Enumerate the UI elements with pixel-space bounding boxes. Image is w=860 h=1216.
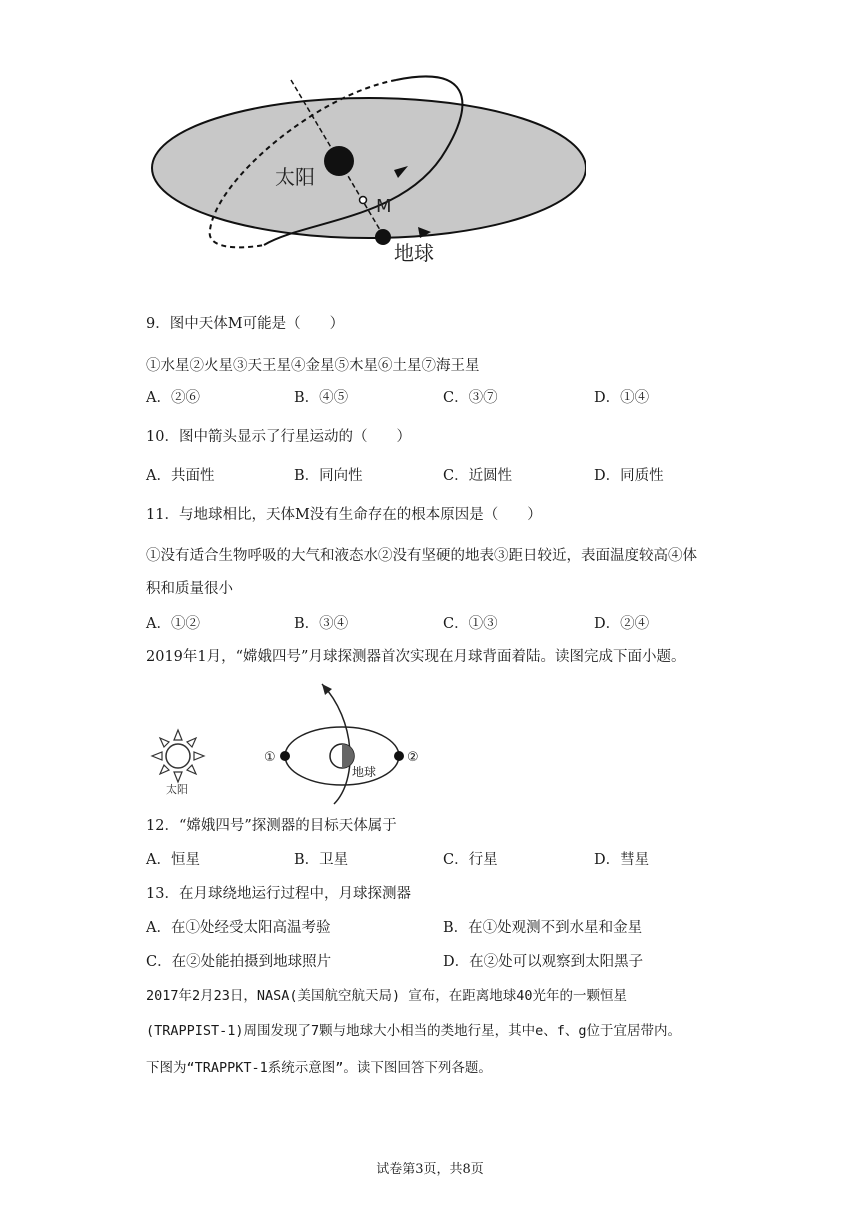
q11-option-a[interactable]: A．①② bbox=[146, 616, 200, 632]
q11-option-d[interactable]: D．②④ bbox=[594, 616, 650, 632]
q13-option-d[interactable]: D．在②处可以观察到太阳黑子 bbox=[443, 954, 644, 970]
q13-option-a[interactable]: A．在①处经受太阳高温考验 bbox=[146, 920, 331, 936]
q10-stem: 10．图中箭头显示了行星运动的（ ） bbox=[146, 429, 411, 445]
q12-stem: 12．“嫦娥四号”探测器的目标天体属于 bbox=[146, 818, 397, 834]
q9-option-d[interactable]: D．①④ bbox=[594, 390, 650, 406]
intro-change4: 2019年1月，“嫦娥四号”月球探测器首次实现在月球背面着陆。读图完成下面小题。 bbox=[146, 649, 686, 665]
q13-option-c[interactable]: C．在②处能拍摄到地球照片 bbox=[146, 954, 332, 970]
intro-trappist-line2: (TRAPPIST-1)周围发现了7颗与地球大小相当的类地行星，其中e、f、g位于宜居带内。 bbox=[146, 1023, 682, 1039]
q9-option-a[interactable]: A．②⑥ bbox=[146, 390, 200, 406]
intro-trappist-line1: 2017年2月23日，NASA(美国航空航天局) 宣布，在距离地球40光年的一颗恒星 bbox=[146, 988, 628, 1004]
q12-option-c[interactable]: C．行星 bbox=[443, 852, 498, 868]
q9-option-c[interactable]: C．③⑦ bbox=[443, 390, 498, 406]
q13-stem: 13．在月球绕地运行过程中，月球探测器 bbox=[146, 886, 411, 902]
moon-position-2 bbox=[394, 751, 404, 761]
q12-option-b[interactable]: B．卫星 bbox=[294, 852, 349, 868]
sun-label: 太阳 bbox=[275, 165, 315, 189]
sun-icon bbox=[152, 730, 204, 782]
intro-trappist-line3: 下图为“TRAPPKT-1系统示意图”。读下图回答下列各题。 bbox=[146, 1060, 492, 1076]
q11-stem: 11．与地球相比，天体M没有生命存在的根本原因是（ ） bbox=[146, 507, 542, 523]
q10-option-d[interactable]: D．同质性 bbox=[594, 468, 664, 484]
q11-list-line1: ①没有适合生物呼吸的大气和液态水②没有坚硬的地表③距日较近，表面温度较高④体 bbox=[146, 548, 697, 564]
planet-m-label: M bbox=[376, 196, 392, 217]
earth-dot bbox=[375, 229, 391, 245]
q12-option-d[interactable]: D．彗星 bbox=[594, 852, 650, 868]
q11-option-c[interactable]: C．①③ bbox=[443, 616, 498, 632]
position-2-label: ② bbox=[407, 750, 419, 765]
q13-option-b[interactable]: B．在①处观测不到水星和金星 bbox=[443, 920, 643, 936]
planet-m-dot bbox=[360, 197, 367, 204]
figure-solar-orbits bbox=[146, 70, 586, 270]
earth-label: 地球 bbox=[394, 241, 434, 265]
q9-stem: 9．图中天体M可能是（ ） bbox=[146, 316, 345, 332]
q9-list: ①水星②火星③天王星④金星⑤木星⑥土星⑦海王星 bbox=[146, 358, 480, 374]
q10-option-a[interactable]: A．共面性 bbox=[146, 468, 215, 484]
earth-label-small: 地球 bbox=[352, 765, 377, 779]
sun-dot bbox=[324, 146, 354, 176]
q11-list-line2: 积和质量很小 bbox=[146, 581, 233, 597]
moon-position-1 bbox=[280, 751, 290, 761]
q10-option-b[interactable]: B．同向性 bbox=[294, 468, 363, 484]
figure-moon-orbit bbox=[146, 680, 426, 808]
position-1-label: ① bbox=[264, 750, 276, 765]
q12-option-a[interactable]: A．恒星 bbox=[146, 852, 200, 868]
q11-option-b[interactable]: B．③④ bbox=[294, 616, 349, 632]
q9-option-b[interactable]: B．④⑤ bbox=[294, 390, 349, 406]
sun-label-small: 太阳 bbox=[166, 783, 188, 796]
ecliptic-plane bbox=[152, 98, 586, 238]
q10-option-c[interactable]: C．近圆性 bbox=[443, 468, 513, 484]
page-footer: 试卷第3页，共8页 bbox=[376, 1162, 484, 1177]
